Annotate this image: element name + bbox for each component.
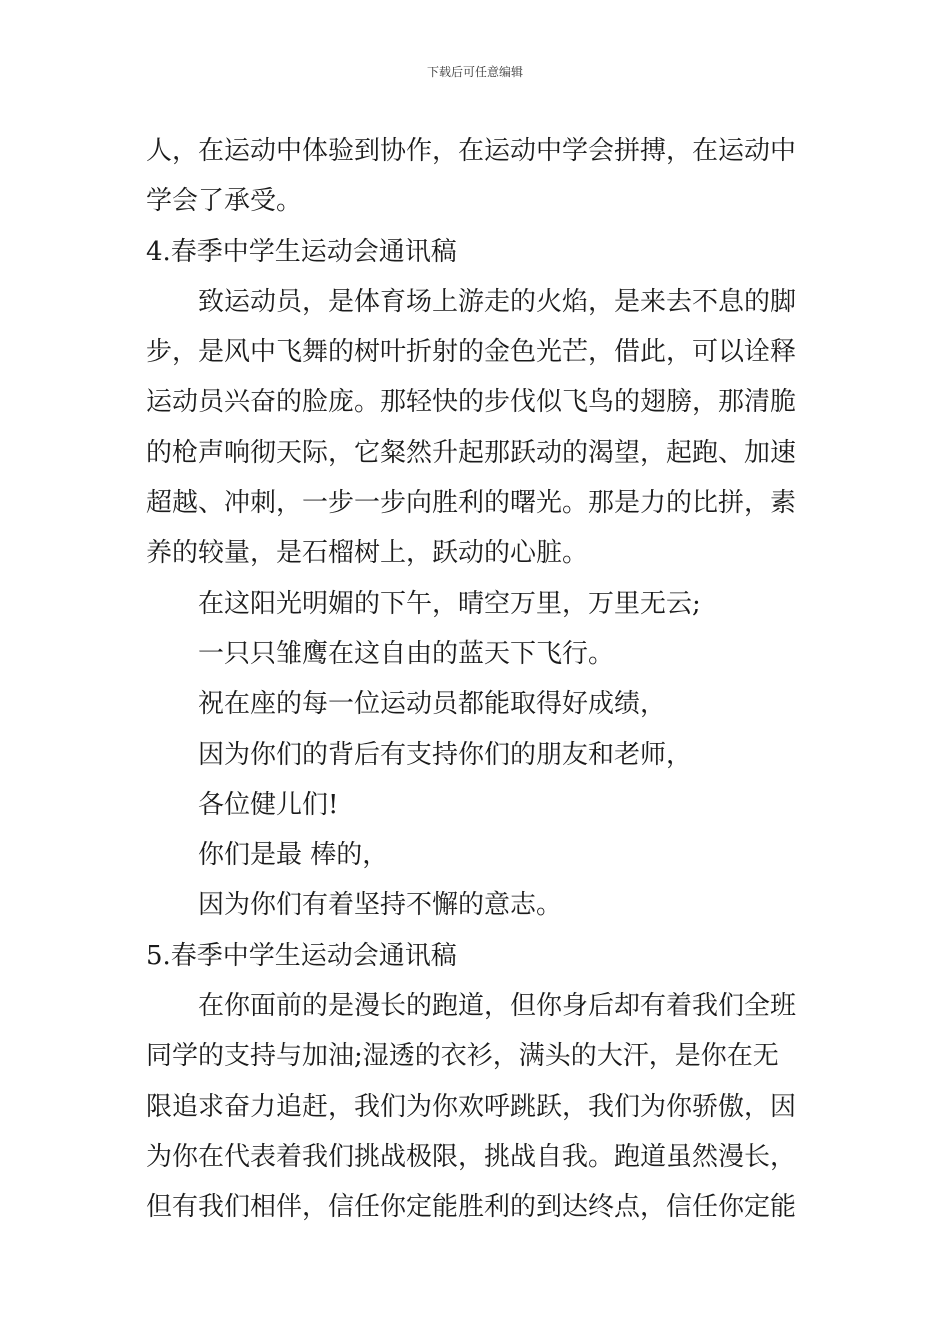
body-line: 但有我们相伴，信任你定能胜利的到达终点，信任你定能 xyxy=(146,1192,797,1223)
body-line: 同学的支持与加油;湿透的衣衫，满头的大汗，是你在无 xyxy=(146,1041,779,1072)
body-line: 致运动员，是体育场上游走的火焰，是来去不息的脚 xyxy=(198,286,797,317)
section-heading: 5.春季中学生运动会通讯稿 xyxy=(146,940,457,971)
poem-line: 因为你们的背后有支持你们的朋友和老师， xyxy=(198,739,693,770)
poem-line: 你们是最 棒的， xyxy=(198,840,389,871)
poem-line: 祝在座的每一位运动员都能取得好成绩， xyxy=(198,689,667,720)
document-body xyxy=(146,126,810,1233)
body-line: 运动员兴奋的脸庞。那轻快的步伐似飞鸟的翅膀，那清脆 xyxy=(146,387,797,418)
poem-line: 因为你们有着坚持不懈的意志。 xyxy=(198,890,563,921)
body-line: 的枪声响彻天际，它粲然升起那跃动的渴望，起跑、加速 xyxy=(146,437,797,468)
body-line: 限追求奋力追赶，我们为你欢呼跳跃，我们为你骄傲，因 xyxy=(146,1091,797,1122)
body-line: 养的较量，是石榴树上，跃动的心脏。 xyxy=(146,538,589,569)
body-line: 步，是风中飞舞的树叶折射的金色光芒，借此，可以诠释 xyxy=(146,337,797,368)
section-heading: 4.春季中学生运动会通讯稿 xyxy=(146,236,457,267)
poem-line: 一只只雏鹰在这自由的蓝天下飞行。 xyxy=(198,638,615,669)
body-line: 人，在运动中体验到协作，在运动中学会拼搏，在运动中 xyxy=(146,136,797,166)
body-line: 在你面前的是漫长的跑道，但你身后却有着我们全班 xyxy=(198,991,797,1022)
page-header: 下载后可任意编辑 xyxy=(426,65,523,79)
body-line: 为你在代表着我们挑战极限，挑战自我。跑道虽然漫长， xyxy=(146,1141,797,1172)
body-line: 超越、冲刺，一步一步向胜利的曙光。那是力的比拼，素 xyxy=(146,488,797,519)
poem-line: 各位健儿们! xyxy=(198,789,339,820)
body-line: 学会了承受。 xyxy=(146,186,303,217)
poem-line: 在这阳光明媚的下午，晴空万里，万里无云; xyxy=(198,588,701,619)
